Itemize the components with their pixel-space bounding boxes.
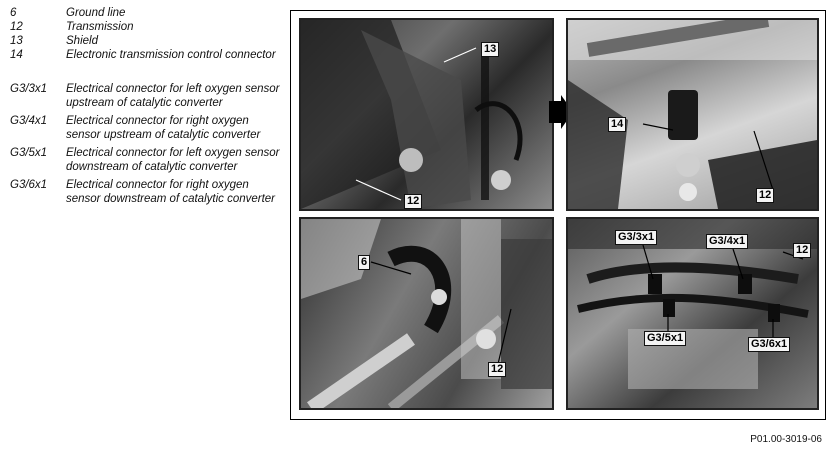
legend-number: G3/4x1: [10, 115, 48, 127]
figure-frame: [290, 10, 826, 420]
photo-1-graphic: [301, 20, 552, 209]
callout-g3-5x1: G3/5x1: [644, 331, 686, 346]
legend-item: [10, 34, 280, 48]
callout-g3-4x1: G3/4x1: [706, 234, 748, 249]
callout-g3-3x1: G3/3x1: [615, 230, 657, 245]
legend: [10, 6, 280, 210]
legend-description: Electrical connector for right oxygen sensor downstream of catalytic converter: [66, 179, 276, 205]
callout-13: 13: [481, 42, 499, 57]
legend-number: G3/3x1: [10, 83, 48, 95]
legend-number: 14: [10, 49, 23, 61]
callout-6: 6: [358, 255, 370, 270]
legend-number: G3/5x1: [10, 147, 48, 159]
legend-number: 13: [10, 35, 23, 47]
photo-2-graphic: [568, 20, 817, 209]
legend-item: [10, 114, 280, 142]
photo-ground-line: [299, 217, 554, 410]
legend-description: Ground line: [66, 7, 126, 19]
legend-description: Shield: [66, 35, 98, 47]
legend-item: [10, 146, 280, 174]
callout-g3-6x1: G3/6x1: [748, 337, 790, 352]
callout-12: 12: [404, 194, 422, 209]
photo-transmission-shield: [299, 18, 554, 211]
photo-transmission-connector: [566, 18, 819, 211]
legend-number: 12: [10, 21, 23, 33]
figure-code: P01.00-3019-06: [750, 434, 822, 445]
legend-description: Electrical connector for left oxygen sensor downstream of catalytic converter: [66, 147, 280, 173]
callout-12: 12: [793, 243, 811, 258]
legend-description: Transmission: [66, 21, 134, 33]
photo-4-graphic: [568, 219, 817, 408]
legend-item: [10, 178, 280, 206]
legend-number: G3/6x1: [10, 179, 48, 191]
legend-description: Electronic transmission control connector: [66, 49, 276, 61]
photo-oxygen-sensor-connectors: [566, 217, 819, 410]
legend-item: [10, 6, 280, 20]
legend-description: Electrical connector for right oxygen sensor upstream of catalytic converter: [66, 115, 261, 141]
legend-item: [10, 82, 280, 110]
callout-14: 14: [608, 117, 626, 132]
legend-description: Electrical connector for left oxygen sensor upstream of catalytic converter: [66, 83, 280, 109]
callout-12: 12: [488, 362, 506, 377]
legend-item: [10, 20, 280, 34]
legend-item: [10, 48, 280, 62]
callout-12: 12: [756, 188, 774, 203]
legend-number: 6: [10, 7, 17, 19]
photo-3-graphic: [301, 219, 552, 408]
